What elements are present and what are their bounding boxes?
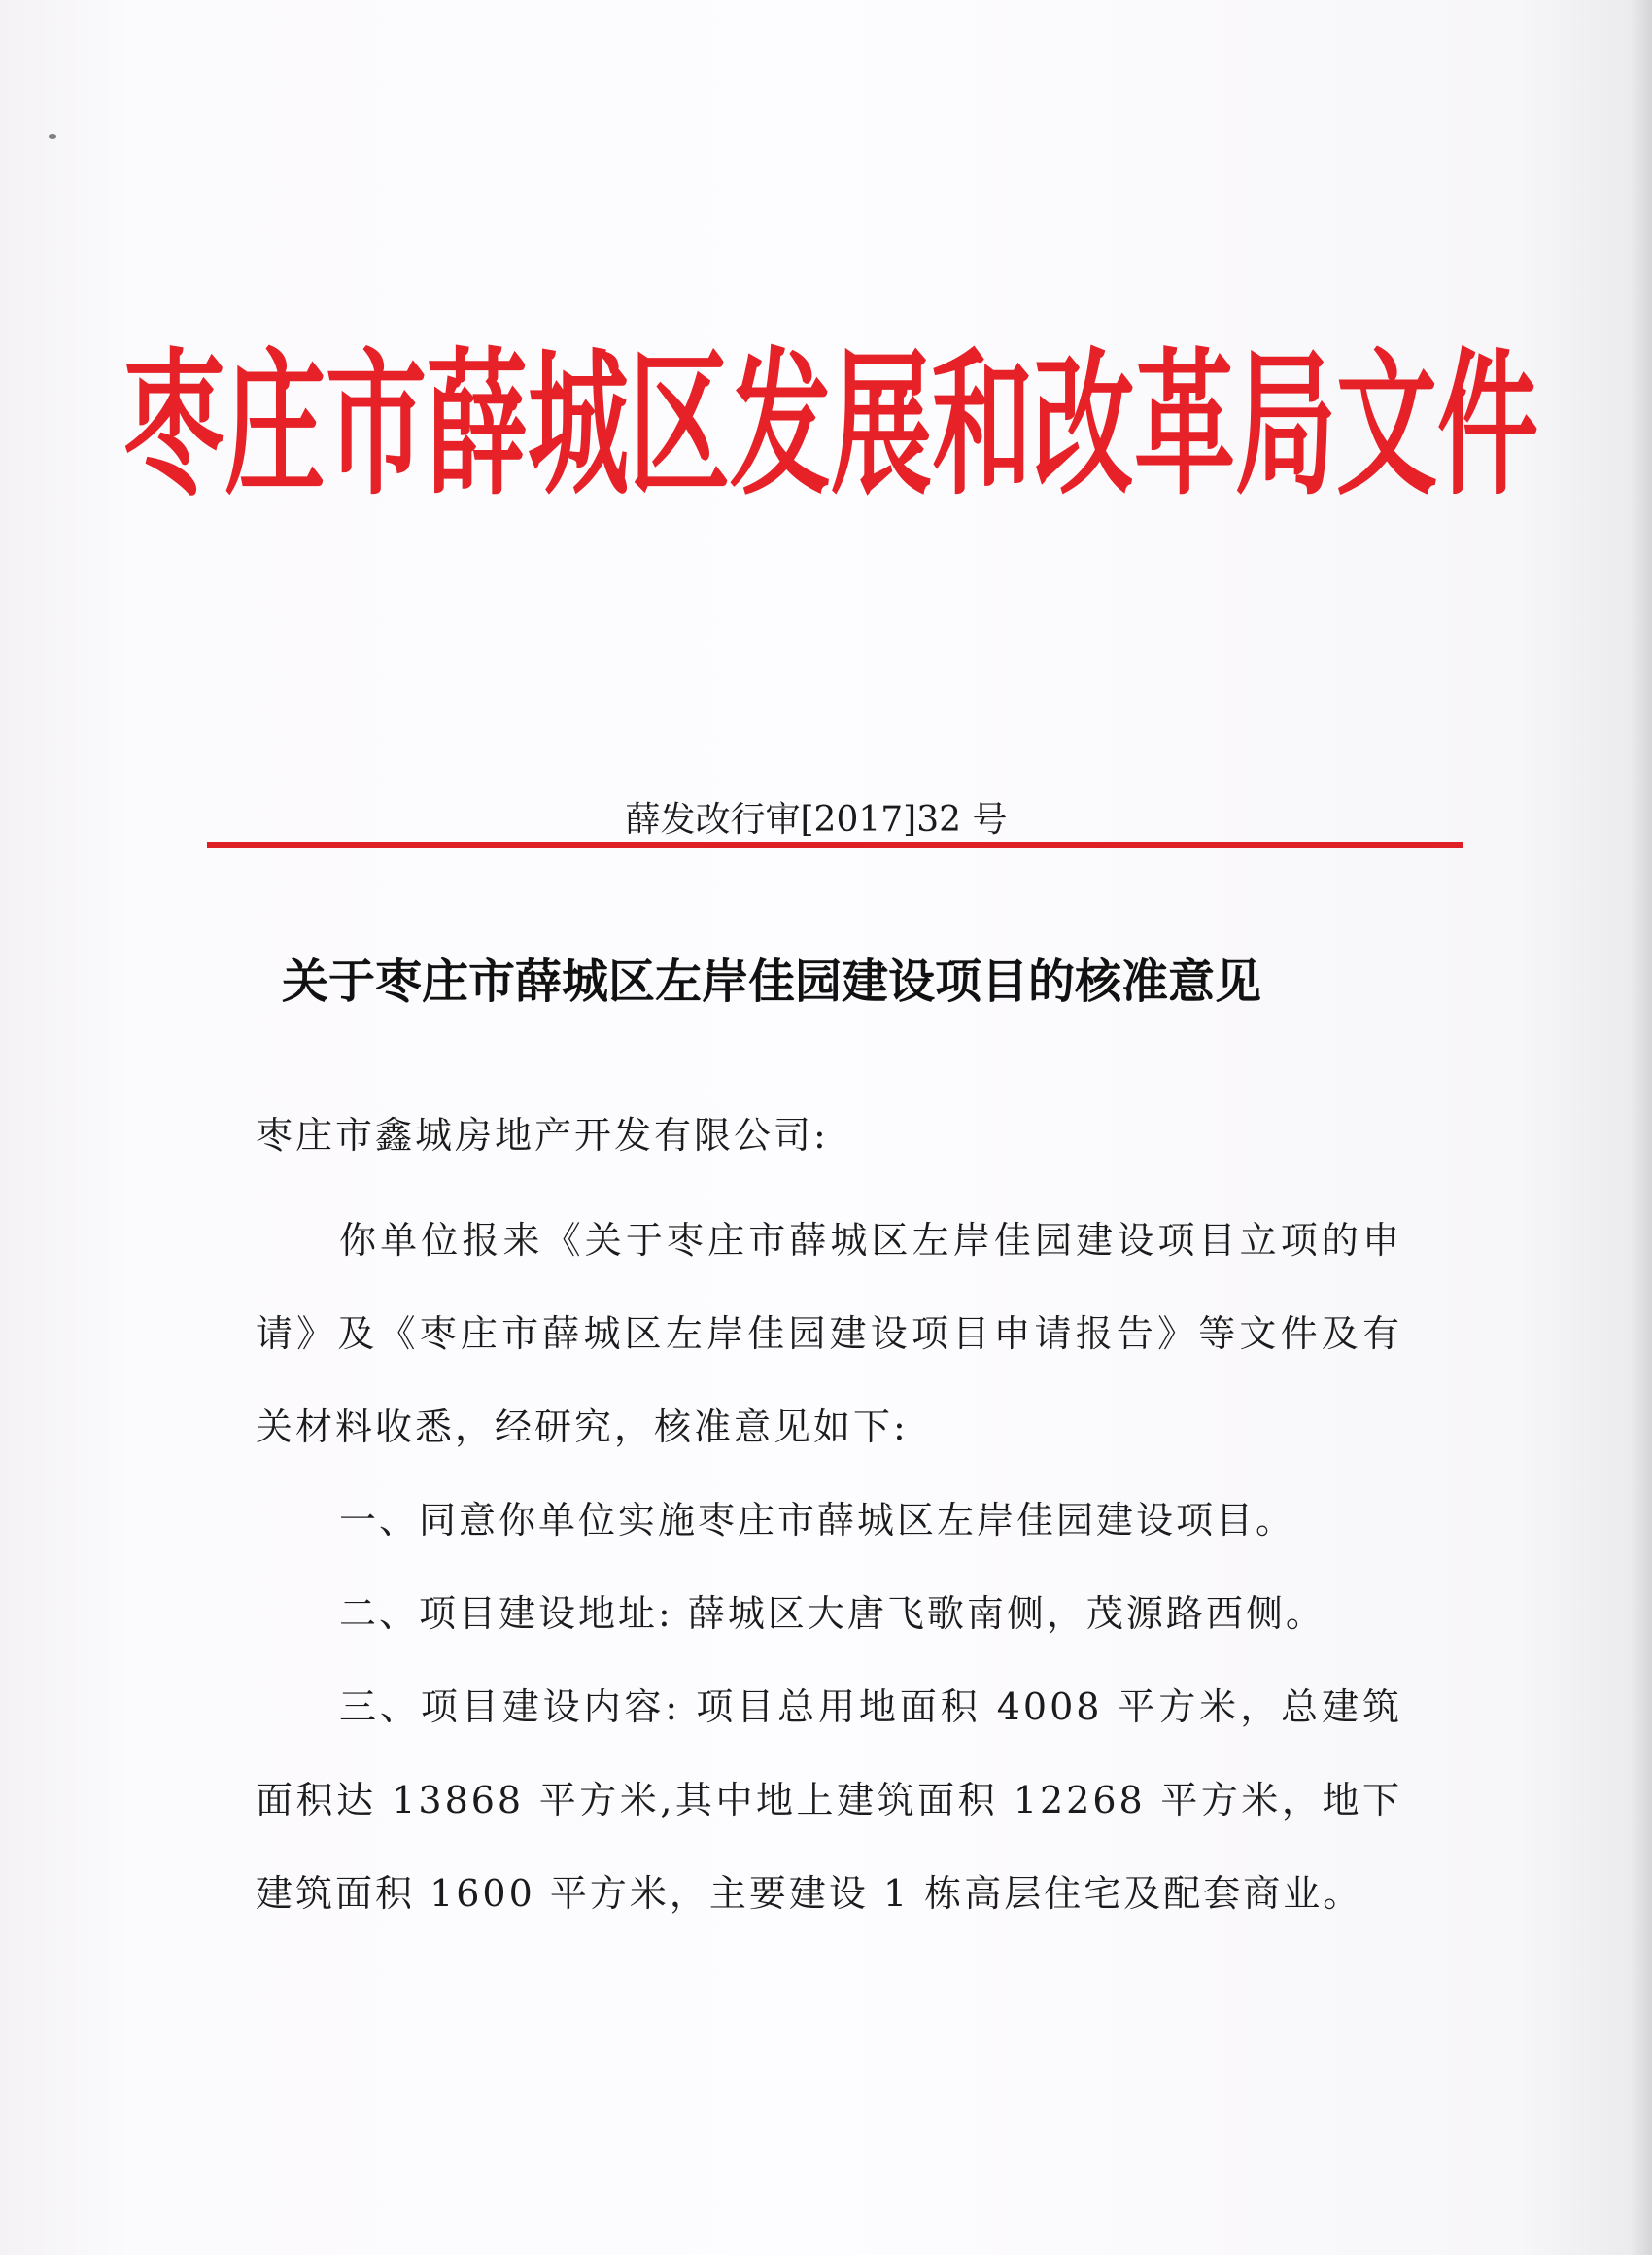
red-divider-line — [207, 842, 1463, 848]
body-paragraph-item-3: 三、项目建设内容: 项目总用地面积 4008 平方米，总建筑面积达 13868 平方米,其中地上建筑面积 12268 平方米，地下建筑面积 1600 平方米，主要建设 1 栋高层住宅及配套商业。 — [256, 1685, 1402, 1915]
salutation: 枣庄市鑫城房地产开发有限公司: — [256, 1114, 829, 1157]
scan-speck — [49, 134, 56, 139]
body-paragraph-item-1: 一、同意你单位实施枣庄市薛城区左岸佳园建设项目。 — [339, 1499, 1296, 1542]
document-number: 薛发改行审[2017]32 号 — [625, 800, 1008, 840]
body-paragraph-item-2: 二、项目建设地址: 薛城区大唐飞歌南侧，茂源路西侧。 — [339, 1592, 1325, 1635]
document-title: 关于枣庄市薛城区左岸佳园建设项目的核准意见 — [282, 954, 1262, 1009]
body-paragraph-intro: 你单位报来《关于枣庄市薛城区左岸佳园建设项目立项的申请》及《枣庄市薛城区左岸佳园建设项目申请报告》等文件及有关材料收悉，经研究，核准意见如下: — [256, 1219, 1402, 1448]
agency-header-title: 枣庄市薛城区发展和改革局文件 — [123, 330, 1539, 516]
page-edge-shadow — [1631, 0, 1652, 2255]
document-body — [256, 1194, 1402, 1940]
